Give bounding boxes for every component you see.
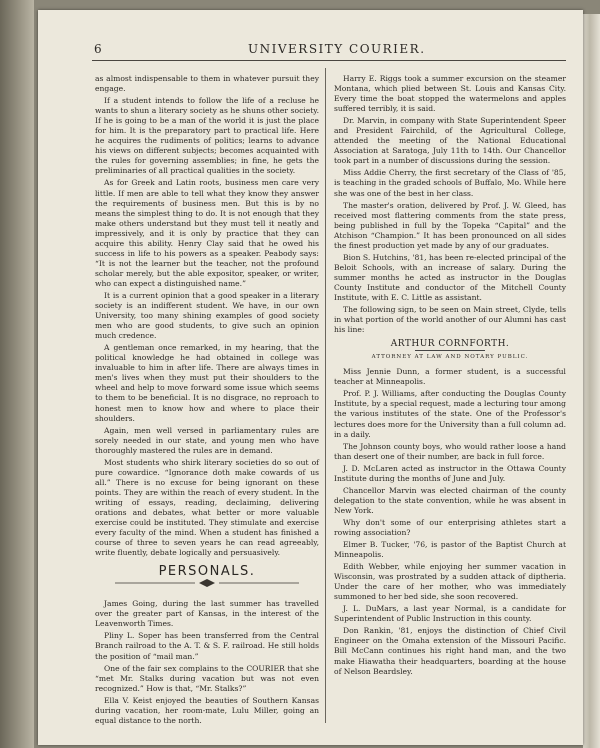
- header-rule: [92, 60, 566, 61]
- newspaper-page: [38, 10, 583, 745]
- sign-name: ARTHUR CORNFORTH.: [390, 339, 510, 350]
- personal-item: Dr. Marvin, in company with State Superintendent Speer and President Fairchild, of the Agricultural College, attended the meeting of the National Educational Association at Saratoga, July 11th to 14th. Our Chancellor took part in a number of discussions during the session.: [334, 116, 566, 166]
- page-number: 6: [94, 42, 102, 56]
- personal-item: One of the fair sex complains to the COURIER that she “met Mr. Stalks during vacation but was not even recognized.” How is that, “Mr. Stalks?”: [95, 663, 319, 693]
- personal-item: James Going, during the last summer has travelled over the greater part of Kansas, in the interest of the Leavenworth Times.: [95, 599, 319, 629]
- article-paragraph: A gentleman once remarked, in my hearing, that the political knowledge he had obtained in college was invaluable to him in after life. There are always times in men's lives when they must put their shoulders to the wheel and help to move forward some issue which seems to them to be beneficial. It is no disgrace, no reproach to honest men to know how and where to place their shoulders.: [95, 343, 319, 423]
- personal-item: Harry E. Riggs took a summer excursion on the steamer Montana, which plied between St. Louis and Kansas City. Every time the boat stopped the watermelons and apples suffered terribly, it is said.: [334, 74, 566, 114]
- personal-item: Why don't some of our enterprising athletes start a rowing association?: [334, 517, 566, 537]
- personal-item: Prof. P. J. Williams, after conducting the Douglas County Institute, by a special request, made a lecturing tour among the various institutes of the state. One of the Professor's lectures does more for the University than a full column ad. in a daily.: [334, 389, 566, 439]
- personal-item: Edith Webber, while enjoying her summer vacation in Wisconsin, was prostrated by a sudden attack of diptheria. Under the care of her mother, who was immediately summoned to her bed side, she soon recovered.: [334, 562, 566, 602]
- personals-heading: PERSONALS.: [158, 564, 256, 580]
- personal-item: Miss Jennie Dunn, a former student, is a successful teacher at Minneapolis.: [334, 367, 566, 387]
- personal-item: Ella V. Keist enjoyed the beauties of Southern Kansas during vacation, her room-mate, Lulu Miller, going an equal distance to the north.: [95, 695, 319, 725]
- page-header: [38, 42, 583, 58]
- personal-item: Miss Addie Cherry, the first secretary of the Class of '85, is teaching in the graded schools of Buffalo, Mo. While here she was one of the best in her class.: [334, 168, 566, 198]
- article-paragraph: If a student intends to follow the life of a recluse he wants to shun a literary society as he shuns other society. If he is going to be a man of the world it is just the place for him. It is the preparatory part to practical life. Here he acquires the rudiments of politics; learns to advance his views on different subjects; becomes acquainted with the rules for governing assemblies; in fine, he gets the preliminaries of all practical qualities in the society.: [95, 96, 319, 176]
- personal-item: Chancellor Marvin was elected chairman of the county delegation to the state convention, while he was absent in New York.: [334, 485, 566, 515]
- personal-item: The following sign, to be seen on Main street, Clyde, tells in what portion of the world another of our Alumni has cast his line:: [334, 305, 566, 335]
- section-ornament: [95, 578, 319, 588]
- book-binding: [0, 0, 34, 748]
- personal-item: J. L. DuMars, a last year Normal, is a candidate for Superintendent of Public Instruction in this county.: [334, 604, 566, 624]
- personal-item: Bion S. Hutchins, '81, has been re-elected principal of the Beloit Schools, with an increase of salary. During the summer months he acted as instructor in the Douglas County Institute and conductor of the Mitchell County Institute, with E. C. Little as assistant.: [334, 252, 566, 302]
- right-column: [334, 74, 566, 679]
- article-paragraph: Most students who shirk literary societies do so out of pure cowardice. “Ignorance doth make cowards of us all.” There is no excuse for being ignorant on these points. They are within the reach of every student. In the writing of essays, reading, declaiming, delivering orations and debates, what better or more valuable exercise could be instituted. They stimulate and exercise every faculty of the mind. When a student has finished a course of three to seven years he can read agreeably, write fluently, debate logically and persuasively.: [95, 457, 319, 558]
- article-paragraph: Again, men well versed in parliamentary rules are sorely needed in our state, and young men who have thoroughly mastered the rules are in demand.: [95, 425, 319, 455]
- personal-item: The Johnson county boys, who would rather loose a hand than desert one of their number, are back in full force.: [334, 441, 566, 461]
- personal-item: Elmer B. Tucker, '76, is pastor of the Baptist Church at Minneapolis.: [334, 540, 566, 560]
- left-column: [95, 74, 319, 728]
- article-paragraph: as almost indispensable to them in whatever pursuit they engage.: [95, 74, 319, 94]
- page-title: UNIVERSITY COURIER.: [248, 42, 426, 56]
- page-edge: [583, 14, 600, 748]
- sign-subtitle: ATTORNEY AT LAW AND NOTARY PUBLIC.: [371, 354, 529, 361]
- sign-rule: [415, 350, 485, 351]
- personal-item: J. D. McLaren acted as instructor in the Ottawa County Institute during the months of June and July.: [334, 463, 566, 483]
- personal-item: The master's oration, delivered by Prof. J. W. Gleed, has received most flattering comments from the state press, being published in full by the Topeka “Capital” and the Atchison “Champion.” It has been pronounced on all sides the finest production yet made by any of our graduates.: [334, 200, 566, 250]
- personal-item: Pliny L. Soper has been transferred from the Central Branch railroad to the A. T. & S. F. railroad. He still holds the position of “mail man.”: [95, 631, 319, 661]
- personal-item: Don Rankin, '81, enjoys the distinction of Chief Civil Engineer on the Omaha extension of the Missouri Pacific. Bill McCann continues his right hand man, and the two make Hiawatha their headquarters, boarding at the house of Nelson Beardsley.: [334, 626, 566, 676]
- column-divider: [325, 68, 326, 723]
- article-paragraph: It is a current opinion that a good speaker in a literary society is an indifferent student. We have, in our own University, too many shining examples of good society men who are good students, to give such an opinion much credence.: [95, 290, 319, 341]
- article-paragraph: As for Greek and Latin roots, business men care very little. If men are able to tell what they know they answer the requirements of business men. But this is by no means the simplest thing to do. It is not enough that they make others understand but they must tell it neatly and impressively, and it is only by practice that they can acquire this ability. Henry Clay said that he owed his success in life to his powers as a speaker. Peabody says: “It is not the learner but the teacher, not the profound scholar merely, but the able expositor, speaker, or writer, who can expect a distinguished name.”: [95, 178, 319, 288]
